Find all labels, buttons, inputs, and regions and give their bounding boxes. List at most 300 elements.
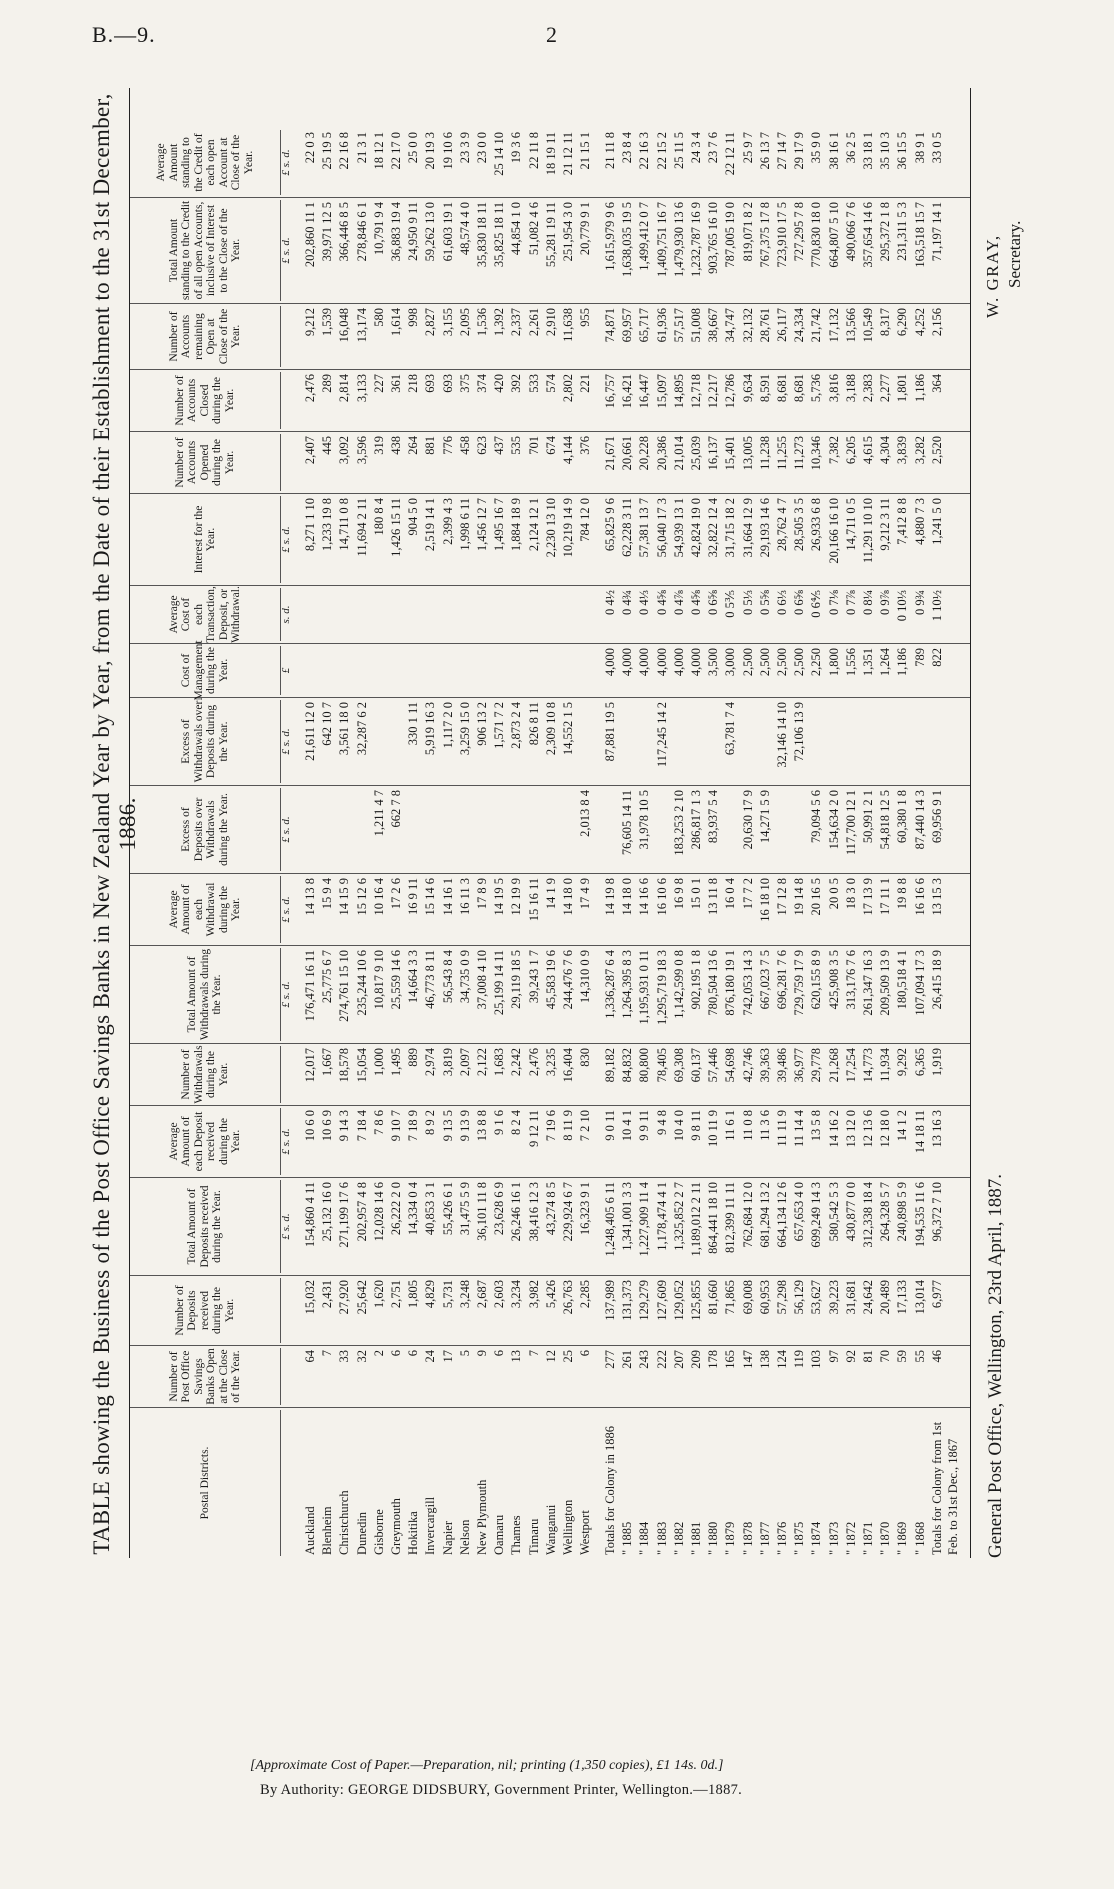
table-cell: 16,323 9 1 (578, 1182, 593, 1236)
totals-cell: 12,786 (723, 374, 738, 409)
totals-cell: 7,382 (826, 436, 841, 465)
totals-cell: 14,773 (861, 1048, 875, 1083)
totals-cell (808, 702, 825, 782)
table-cell: 662 7 8 (389, 790, 403, 828)
table-cell: 25,132 16 0 (320, 1182, 335, 1242)
totals-label: " 1870 (878, 1521, 893, 1555)
table-cell: 16,048 (337, 308, 352, 343)
totals-cell: 0 6⅓ (775, 590, 789, 615)
table-cell: 13,174 (354, 308, 369, 343)
totals-cell: 4,304 (878, 436, 893, 465)
table-cell: 46,773 8 11 (423, 950, 438, 1009)
totals-cell: 21,671 (603, 436, 617, 471)
table-cell: 693 (423, 374, 438, 393)
table-cell (371, 648, 388, 694)
totals-cell: 812,399 11 11 (723, 1182, 738, 1253)
table-cell: 33 (337, 1350, 352, 1363)
totals-cell: 89,182 (603, 1048, 617, 1083)
table-cell (560, 790, 577, 870)
totals-label: " 1877 (757, 1521, 772, 1555)
table-cell: 1,805 (406, 1280, 421, 1309)
totals-cell: 31,664 12 9 (740, 498, 755, 558)
totals-cell: 26 13 7 (757, 132, 772, 170)
table-cell: 14,664 3 3 (406, 950, 421, 1004)
totals-label: " 1881 (689, 1521, 703, 1555)
table-cell: 51,082 4 6 (526, 202, 541, 256)
table-cell (405, 790, 422, 870)
totals-cell: 4,252 (912, 308, 927, 337)
totals-cell: 25 9 7 (740, 132, 755, 164)
table-cell: 8,271 1 10 (303, 498, 317, 552)
table-cell: 420 (492, 374, 507, 393)
totals-cell: 69,956 9 1 (929, 790, 944, 844)
district-name: Hokitika (406, 1511, 421, 1555)
table-cell (302, 648, 319, 694)
totals-cell: 65,825 9 6 (603, 498, 617, 552)
totals-cell: 74,871 (603, 308, 617, 343)
totals-cell: 819,071 8 2 (740, 202, 755, 262)
totals-cell: 57,298 (775, 1280, 789, 1315)
table-cell: 43,274 8 5 (543, 1182, 558, 1236)
table-cell: 9 13 9 (457, 1110, 472, 1142)
totals-cell: 54,939 13 1 (671, 498, 686, 558)
table-cell (474, 790, 491, 870)
table-cell: 3,234 (509, 1280, 524, 1309)
totals-cell: 62,228 3 11 (620, 498, 635, 557)
table-cell: 642 10 7 (320, 702, 335, 746)
table-cell: 19 10 6 (440, 132, 455, 170)
table-cell: 6 (492, 1350, 507, 1357)
totals-cell: 13 11 8 (706, 878, 721, 916)
table-cell: 9 (475, 1350, 489, 1357)
totals-cell: 7,412 8 8 (895, 498, 910, 545)
table-cell: 361 (389, 374, 403, 393)
table-cell: 6 (389, 1350, 403, 1357)
totals-cell: 59 (895, 1350, 910, 1363)
table-cell: 2,751 (389, 1280, 403, 1309)
table-cell: 2,407 (303, 436, 317, 465)
totals-cell (929, 702, 946, 782)
table-cell (508, 790, 525, 870)
table-cell: 18 19 11 (543, 132, 558, 176)
totals-cell: 11,934 (878, 1048, 893, 1082)
column-unit: £ s. d. (280, 1213, 292, 1240)
table-cell: 10,219 14 9 (561, 498, 575, 558)
totals-cell: 729,759 17 9 (792, 950, 807, 1016)
totals-label: Totals for Colony in 1886 (603, 1426, 617, 1555)
table-cell: 784 12 0 (578, 498, 593, 542)
totals-cell: 3,188 (843, 374, 858, 403)
totals-cell: 154,634 2 0 (826, 790, 841, 850)
totals-cell: 1,227,909 11 4 (637, 1182, 652, 1257)
totals-cell: 6,290 (895, 308, 910, 337)
table-cell: 31,475 5 9 (457, 1182, 472, 1236)
totals-cell: 16 18 10 (757, 878, 772, 922)
totals-cell (791, 790, 808, 870)
table-cell: 26,763 (561, 1280, 575, 1315)
table-cell: 22 11 8 (526, 132, 541, 170)
table-cell: 1,495 (389, 1048, 403, 1077)
page-number: 2 (546, 22, 557, 47)
table-cell: 14,310 0 9 (578, 950, 593, 1004)
totals-label: " 1874 (809, 1521, 824, 1555)
table-cell: 3,248 (457, 1280, 472, 1309)
table-cell: 21 3 1 (354, 132, 369, 164)
column-unit: £ s. d. (280, 728, 292, 755)
totals-cell: 180,518 4 1 (895, 950, 910, 1010)
totals-cell: 3,839 (895, 436, 910, 465)
table-cell (508, 590, 525, 640)
totals-cell: 357,654 14 6 (861, 202, 875, 268)
table-cell: 16 11 3 (457, 878, 472, 916)
table-cell: 2,337 (509, 308, 524, 337)
totals-cell: 65,717 (637, 308, 652, 343)
table-cell: 7 2 10 (578, 1110, 593, 1142)
totals-cell: 13 5 8 (809, 1110, 824, 1142)
district-name: Timaru (526, 1518, 541, 1555)
totals-cell: 127,609 (654, 1280, 669, 1321)
table-cell: 3,092 (337, 436, 352, 465)
table-cell: 40,853 3 1 (423, 1182, 438, 1236)
table-cell: 35,830 18 11 (475, 202, 489, 268)
table-cell: 34,735 0 9 (457, 950, 472, 1004)
district-name: New Plymouth (475, 1479, 489, 1555)
totals-cell: 11 14 4 (792, 1110, 807, 1148)
table-cell: 9 10 7 (389, 1110, 403, 1142)
table-cell: 22 0 3 (303, 132, 317, 164)
table-cell: 64 (303, 1350, 317, 1363)
totals-cell: 16,137 (706, 436, 721, 471)
totals-cell: 2,500 (757, 648, 772, 677)
table-column (130, 128, 970, 198)
totals-cell: 69,957 (620, 308, 635, 343)
table-cell: 1,000 (371, 1048, 386, 1077)
table-cell: 5,919 16 3 (423, 702, 438, 756)
totals-cell: 42,746 (740, 1048, 755, 1083)
totals-cell: 1,142,599 0 8 (671, 950, 686, 1019)
totals-cell: 699,249 14 3 (809, 1182, 824, 1248)
table-cell: 36,883 19 4 (389, 202, 403, 262)
table-cell: 22 17 0 (389, 132, 403, 170)
totals-cell: 0 4⅝ (689, 590, 703, 615)
totals-cell: 14 19 8 (603, 878, 617, 916)
totals-cell: 16,757 (603, 374, 617, 409)
totals-cell: 25 11 5 (671, 132, 686, 170)
table-cell: 14 13 8 (303, 878, 317, 916)
totals-cell: 29,778 (809, 1048, 824, 1083)
savings-bank-table (129, 88, 971, 1558)
column-unit (280, 1408, 296, 1558)
table-cell: 15 9 4 (320, 878, 335, 910)
table-cell (474, 648, 491, 694)
column-header: Number of Deposits received during the Year. (130, 1278, 281, 1343)
table-column (130, 640, 970, 701)
table-cell (302, 590, 319, 640)
totals-cell: 681,294 13 2 (757, 1182, 772, 1248)
totals-cell: 9 8 11 (689, 1110, 703, 1141)
table-cell (560, 590, 577, 640)
table-cell: 1,884 18 9 (509, 498, 524, 552)
totals-cell: 742,053 14 3 (740, 950, 755, 1016)
totals-cell: 81 (861, 1350, 875, 1363)
table-cell (491, 590, 508, 640)
table-cell (457, 790, 474, 870)
totals-cell: 107,094 17 3 (912, 950, 927, 1016)
district-name: Wellington (561, 1499, 575, 1555)
table-cell: 10 6 0 (303, 1110, 317, 1142)
table-cell: 15 12 6 (354, 878, 369, 916)
table-cell: 19 3 6 (509, 132, 524, 164)
totals-cell: 14,711 0 5 (843, 498, 858, 551)
table-cell: 1,456 12 7 (475, 498, 489, 552)
totals-cell: 23 7 6 (706, 132, 721, 164)
totals-cell: 1 10½ (929, 590, 944, 622)
table-cell (354, 590, 371, 640)
table-cell (336, 790, 353, 870)
totals-cell: 1,248,405 6 11 (603, 1182, 617, 1257)
table-cell: 1,998 6 11 (457, 498, 472, 551)
table-cell: 25,559 14 6 (389, 950, 403, 1010)
totals-cell: 3,816 (826, 374, 841, 403)
table-cell: 25,199 14 11 (492, 950, 507, 1016)
totals-cell: 490,066 7 6 (843, 202, 858, 262)
totals-cell: 313,176 7 6 (843, 950, 858, 1010)
table-cell: 2,476 (526, 1048, 541, 1077)
table-column (130, 586, 970, 644)
table-cell: 9 14 3 (337, 1110, 352, 1142)
table-cell: 7 19 6 (543, 1110, 558, 1142)
totals-cell: 56,129 (792, 1280, 807, 1315)
column-header: Number of Accounts Opened during the Year. (130, 434, 281, 491)
table-cell: 580 (371, 308, 386, 327)
totals-label: " 1880 (706, 1521, 721, 1555)
table-cell: 20,779 9 1 (578, 202, 593, 256)
totals-cell: 24,642 (861, 1280, 875, 1315)
totals-cell: 1,178,474 4 1 (654, 1182, 669, 1251)
totals-cell: 1,499,412 0 7 (637, 202, 652, 271)
table-cell: 14,552 1 5 (561, 702, 575, 756)
totals-cell: 16 9 8 (671, 878, 686, 910)
table-cell: 202,860 11 1 (303, 202, 317, 268)
printer-authority: By Authority: GEORGE DIDSBURY, Government Printer, Wellington.—1887. (260, 1782, 743, 1798)
table-cell: 264 (406, 436, 421, 455)
table-cell: 56,543 8 4 (440, 950, 455, 1004)
totals-cell: 21,014 (671, 436, 686, 471)
totals-cell: 2,500 (775, 648, 789, 677)
totals-cell: 61,936 (654, 308, 669, 343)
totals-cell: 12,217 (706, 374, 721, 409)
table-cell: 55,426 6 1 (440, 1182, 455, 1236)
totals-cell: 29,193 14 6 (757, 498, 772, 558)
table-cell: 998 (406, 308, 421, 327)
totals-cell: 194,535 11 6 (912, 1182, 927, 1248)
table-cell: 14 15 9 (337, 878, 352, 916)
totals-cell: 60,137 (689, 1048, 703, 1083)
column-unit: £ s. d. (280, 237, 292, 264)
table-cell: 5 (457, 1350, 472, 1357)
totals-cell (688, 702, 705, 782)
totals-cell: 22 15 2 (654, 132, 669, 170)
totals-cell: 20,166 16 10 (826, 498, 841, 564)
table-cell (526, 648, 543, 694)
totals-cell: 14 18 11 (912, 1110, 927, 1154)
table-cell: 11,638 (561, 308, 575, 342)
table-cell: 701 (526, 436, 541, 455)
totals-cell: 38,667 (706, 308, 721, 343)
totals-cell: 261 (620, 1350, 635, 1369)
totals-cell: 147 (740, 1350, 755, 1369)
column-unit: £ s. d. (280, 816, 292, 843)
table-cell (422, 790, 439, 870)
table-cell: 4,144 (561, 436, 575, 465)
column-header: Excess of Withdrawals over Deposits during the Year. (130, 700, 281, 783)
totals-cell: 0 5⅓ (740, 590, 755, 615)
totals-cell: 16 0 4 (723, 878, 738, 910)
totals-cell: 16,447 (637, 374, 652, 409)
totals-cell: 26,933 6 8 (809, 498, 824, 552)
table-cell: 12,028 14 6 (371, 1182, 386, 1242)
totals-cell: 38 16 1 (826, 132, 841, 170)
totals-cell: 26,415 18 9 (929, 950, 944, 1010)
totals-cell: 1,189,012 2 11 (689, 1182, 703, 1257)
totals-cell: 4,615 (861, 436, 875, 465)
column-header: Total Amount of Deposits received during the Year. (130, 1180, 281, 1273)
column-header: Cost of Management during the Year. (130, 646, 281, 695)
totals-cell: 129,052 (671, 1280, 686, 1321)
totals-cell: 50,991 2 1 (861, 790, 875, 844)
totals-cell: 243 (637, 1350, 652, 1369)
totals-cell: 580,542 5 3 (826, 1182, 841, 1242)
totals-cell: 117,245 14 2 (654, 702, 669, 768)
table-cell: 154,860 4 11 (303, 1182, 317, 1248)
totals-cell: 620,155 8 9 (809, 950, 824, 1010)
table-cell (560, 648, 577, 694)
totals-cell: 8,681 (792, 374, 807, 403)
table-cell: 7 (526, 1350, 541, 1357)
totals-cell: 18 3 0 (843, 878, 858, 910)
totals-cell: 71,197 14 1 (929, 202, 944, 262)
totals-cell: 31,715 18 2 (723, 498, 738, 558)
table-cell: 25 0 0 (406, 132, 421, 164)
table-cell: 693 (440, 374, 455, 393)
totals-label: " 1869 (895, 1521, 910, 1555)
column-header: Number of Withdrawals during the Year. (130, 1046, 281, 1103)
table-column (130, 786, 970, 874)
totals-cell: 286,817 1 3 (689, 790, 703, 850)
column-unit (280, 1276, 296, 1345)
totals-cell: 0 6⅝ (792, 590, 807, 615)
table-cell: 10 16 4 (371, 878, 386, 916)
totals-cell: 9 0 11 (603, 1110, 617, 1141)
totals-cell: 5,736 (809, 374, 824, 403)
table-cell: 2,285 (578, 1280, 593, 1309)
table-cell: 35,825 18 11 (492, 202, 507, 268)
totals-cell: 9,212 3 11 (878, 498, 893, 551)
totals-cell: 35 9 0 (809, 132, 824, 164)
table-cell: 25 14 10 (492, 132, 507, 176)
totals-cell: 222 (654, 1350, 669, 1369)
district-name: Thames (509, 1515, 524, 1555)
totals-cell: 39,363 (757, 1048, 772, 1083)
totals-cell: 71,865 (723, 1280, 738, 1315)
totals-cell: 21,268 (826, 1048, 841, 1083)
totals-cell: 780,504 13 6 (706, 950, 721, 1016)
table-cell: 20 19 3 (423, 132, 438, 170)
totals-cell: 35 10 3 (878, 132, 893, 170)
totals-cell: 1,325,852 2 7 (671, 1182, 686, 1251)
totals-cell: 39,486 (775, 1048, 789, 1083)
column-unit: £ s. d. (280, 896, 292, 923)
totals-cell: 430,877 0 0 (843, 1182, 858, 1242)
totals-cell: 264,328 5 7 (878, 1182, 893, 1242)
column-header: Average Amount of each Deposit received during the Year. (130, 1108, 281, 1175)
totals-cell: 17,133 (895, 1280, 910, 1315)
totals-cell: 20,228 (637, 436, 652, 471)
table-cell (440, 590, 457, 640)
table-cell: 37,008 4 10 (475, 950, 489, 1010)
totals-cell: 6,205 (843, 436, 858, 465)
totals-cell: 165 (723, 1350, 738, 1369)
totals-cell: 138 (757, 1350, 772, 1369)
table-cell: 4,829 (423, 1280, 438, 1309)
totals-cell: 1,264,395 8 3 (620, 950, 635, 1019)
table-cell: 3,561 18 0 (337, 702, 352, 756)
totals-cell: 81,660 (706, 1280, 721, 1315)
totals-label: " 1872 (843, 1521, 858, 1555)
column-unit: £ s. d. (280, 149, 292, 176)
table-cell: 1,117 2 0 (440, 702, 455, 749)
totals-cell: 0 4⅓ (637, 590, 652, 615)
district-name: Westport (578, 1510, 593, 1555)
totals-cell: 789 (912, 648, 927, 667)
table-cell: 38,416 12 3 (526, 1182, 541, 1242)
table-cell: 12 (543, 1350, 558, 1363)
totals-cell: 277 (603, 1350, 617, 1369)
table-cell: 7 18 4 (354, 1110, 369, 1142)
totals-cell: 1,241 5 0 (929, 498, 944, 545)
totals-cell: 10 11 9 (706, 1110, 721, 1148)
totals-cell: 12 18 0 (878, 1110, 893, 1148)
totals-cell: 29 17 9 (792, 132, 807, 170)
totals-cell: 0 7⅞ (843, 590, 858, 615)
table-cell (440, 790, 457, 870)
totals-cell: 13 15 3 (929, 878, 944, 916)
table-cell (457, 590, 474, 640)
totals-cell: 24,334 (792, 308, 807, 343)
totals-cell: 20,489 (878, 1280, 893, 1315)
column-header: Postal Districts. (130, 1410, 281, 1556)
totals-cell: 79,094 5 6 (809, 790, 824, 844)
table-cell: 227 (371, 374, 386, 393)
totals-cell (757, 702, 774, 782)
totals-cell: 664,807 5 10 (826, 202, 841, 268)
totals-cell: 87,440 14 3 (912, 790, 927, 850)
totals-cell (671, 702, 688, 782)
table-cell: 535 (509, 436, 524, 455)
table-cell (491, 790, 508, 870)
table-cell (371, 702, 388, 782)
totals-cell: 60,380 1 8 (895, 790, 910, 844)
totals-cell: 78,405 (654, 1048, 669, 1083)
totals-cell: 1,336,287 6 4 (603, 950, 617, 1019)
totals-cell (774, 790, 791, 870)
totals-cell: 1,232,787 16 9 (689, 202, 703, 277)
table-cell: 1,233 19 8 (320, 498, 335, 552)
table-cell: 21 12 11 (561, 132, 575, 176)
totals-cell: 72,106 13 9 (792, 702, 807, 762)
totals-cell: 240,898 5 9 (895, 1182, 910, 1242)
table-cell (491, 648, 508, 694)
